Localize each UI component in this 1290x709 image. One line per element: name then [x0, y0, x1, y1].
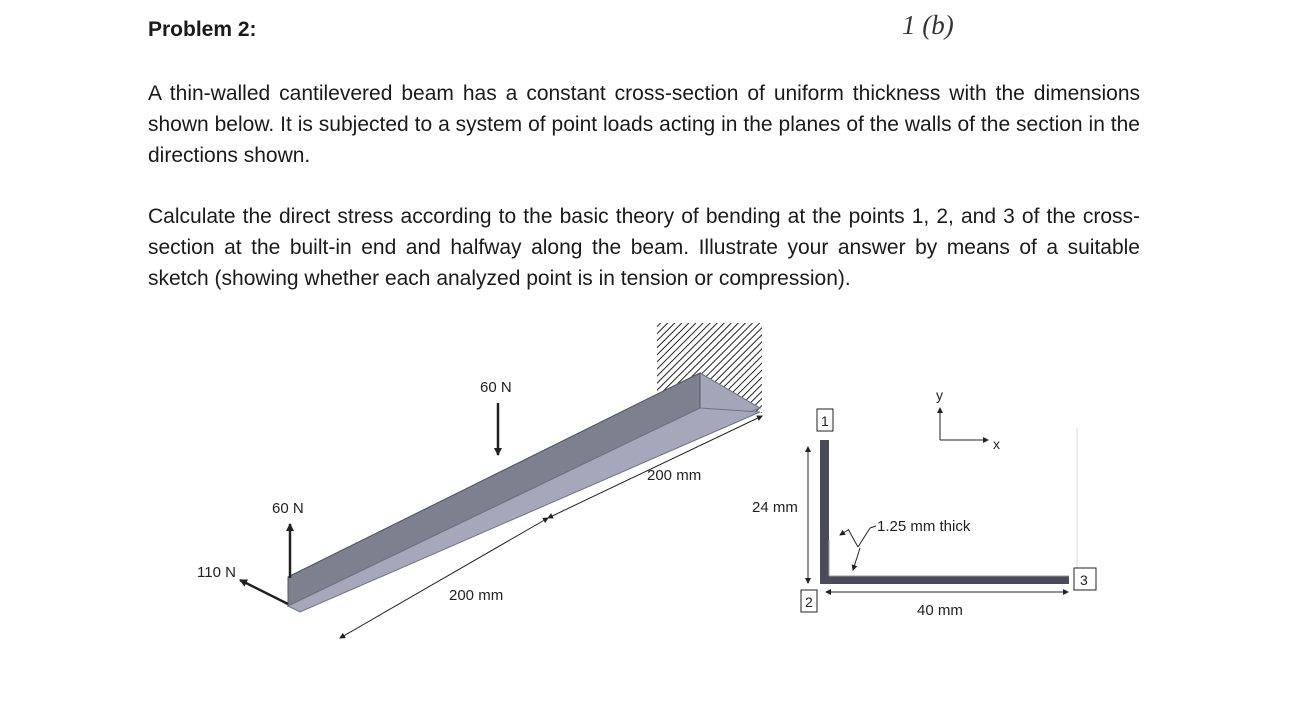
- load-label-left-vertical: 60 N: [272, 500, 304, 517]
- load-label-horizontal: 110 N: [197, 564, 236, 581]
- dimension-width-label: 40 mm: [917, 602, 963, 619]
- thickness-label: 1.25 mm thick: [877, 518, 971, 535]
- point-2-label: 2: [805, 594, 813, 610]
- section-horizontal-leg: [820, 576, 1069, 584]
- problem-title: Problem 2:: [148, 18, 257, 41]
- problem-tag: 1 (b): [902, 10, 954, 40]
- dimension-label-upper: 200 mm: [647, 467, 702, 484]
- dimension-label-lower: 200 mm: [449, 587, 504, 604]
- axis-y-label: y: [936, 387, 943, 403]
- section-vertical-leg: [820, 440, 829, 584]
- point-3-label: 3: [1080, 572, 1088, 588]
- load-label-top: 60 N: [480, 379, 512, 396]
- axis-x-label: x: [993, 436, 1000, 452]
- section-figure: [752, 387, 1096, 619]
- problem-paragraph-2: Calculate the direct stress according to the basic theory of bending at the points 1, 2, and 3 of the cross-section at the built-in end and halfway along the beam. Illustrate your answer by means of a suitable sketch (showing whether each analyzed point is in tension or compression).: [148, 205, 1140, 290]
- dimension-height-label: 24 mm: [752, 499, 798, 516]
- load-arrow-horizontal: [240, 580, 288, 604]
- problem-paragraph-1: A thin-walled cantilevered beam has a constant cross-section of uniform thickness with the dimensions shown below. It is subjected to a system of point loads acting in the planes of the walls of the section in the directions shown.: [148, 82, 1140, 167]
- point-1-label: 1: [821, 413, 829, 429]
- beam-figure: [197, 323, 762, 638]
